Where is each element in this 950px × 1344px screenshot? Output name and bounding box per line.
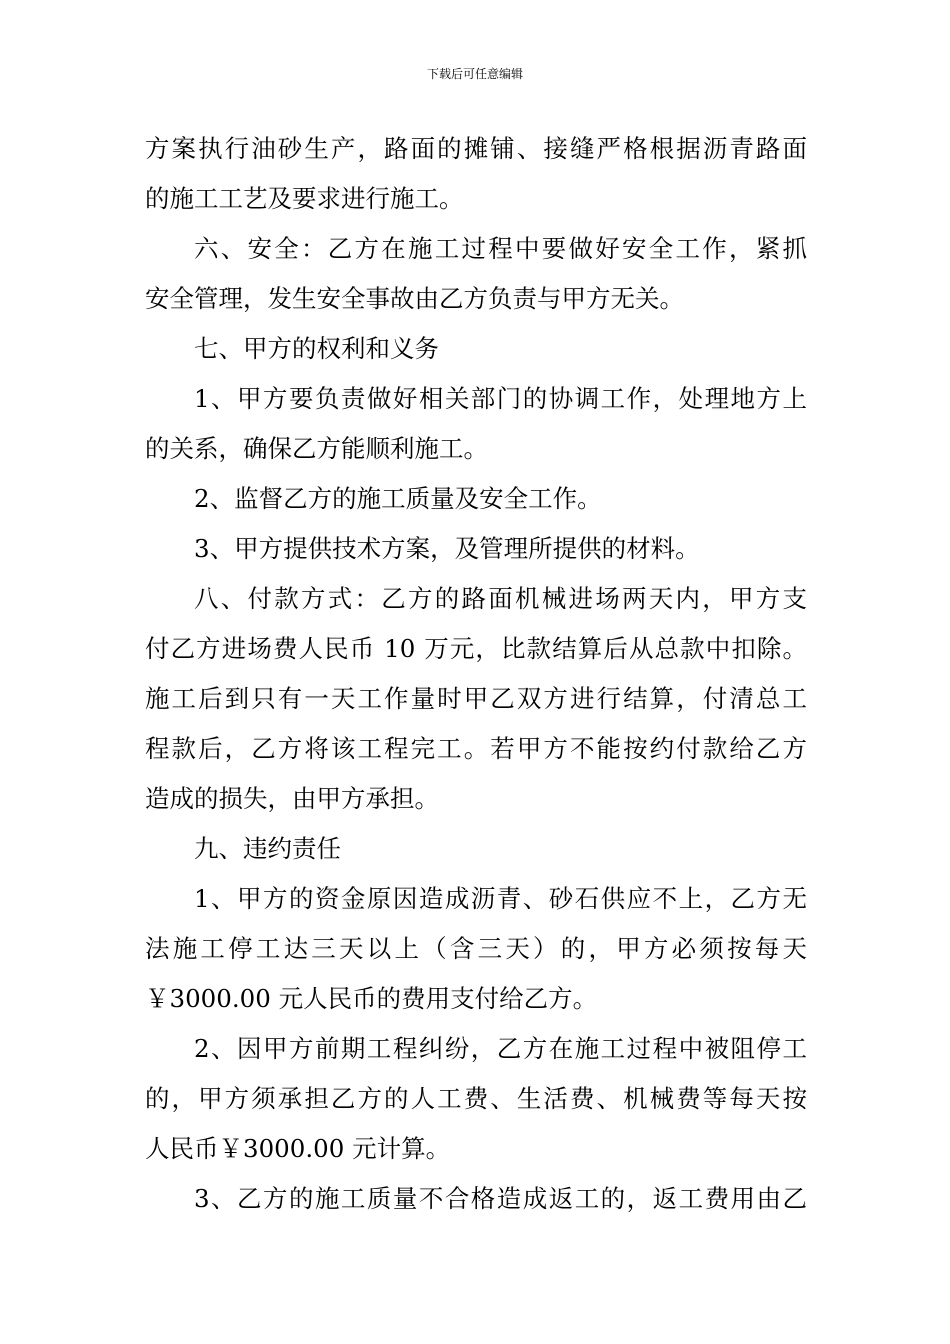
- clause-line: 2、因甲方前期工程纠纷，乙方在施工过程中被阻停工: [194, 1034, 807, 1063]
- clause-line: 2、监督乙方的施工质量及安全工作。: [194, 484, 602, 513]
- section-six-paragraph: 六、安全：乙方在施工过程中要做好安全工作，紧抓: [194, 234, 807, 263]
- body-line: 的关系，确保乙方能顺利施工。: [145, 434, 488, 463]
- clause-line: 1、甲方的资金原因造成沥青、砂石供应不上，乙方无: [194, 884, 807, 913]
- body-line: 程款后，乙方将该工程完工。若甲方不能按约付款给乙方: [145, 734, 807, 763]
- clause-line: 3、甲方提供技术方案，及管理所提供的材料。: [194, 534, 700, 563]
- body-line: 付乙方进场费人民币 10 万元，比款结算后从总款中扣除。: [145, 634, 807, 663]
- section-seven-heading: 七、甲方的权利和义务: [194, 334, 439, 363]
- body-line: 的施工工艺及要求进行施工。: [145, 184, 464, 213]
- body-line: 人民币￥3000.00 元计算。: [145, 1134, 451, 1163]
- clause-line: 3、乙方的施工质量不合格造成返工的，返工费用由乙: [194, 1184, 807, 1213]
- body-line: 安全管理，发生安全事故由乙方负责与甲方无关。: [145, 284, 684, 313]
- clause-line: 1、甲方要负责做好相关部门的协调工作，处理地方上: [194, 384, 807, 413]
- section-eight-paragraph: 八、付款方式：乙方的路面机械进场两天内，甲方支: [194, 584, 807, 613]
- body-line: ￥3000.00 元人民币的费用支付给乙方。: [145, 984, 598, 1013]
- document-body: [145, 124, 807, 1224]
- body-line: 方案执行油砂生产，路面的摊铺、接缝严格根据沥青路面: [145, 134, 807, 163]
- body-line: 造成的损失，由甲方承担。: [145, 784, 439, 813]
- page-header-note: 下载后可任意编辑: [426, 67, 523, 81]
- body-line: 法施工停工达三天以上（含三天）的，甲方必须按每天: [145, 934, 807, 963]
- section-nine-heading: 九、违约责任: [194, 834, 341, 863]
- body-line: 施工后到只有一天工作量时甲乙双方进行结算，付清总工: [145, 684, 807, 713]
- body-line: 的，甲方须承担乙方的人工费、生活费、机械费等每天按: [145, 1084, 807, 1113]
